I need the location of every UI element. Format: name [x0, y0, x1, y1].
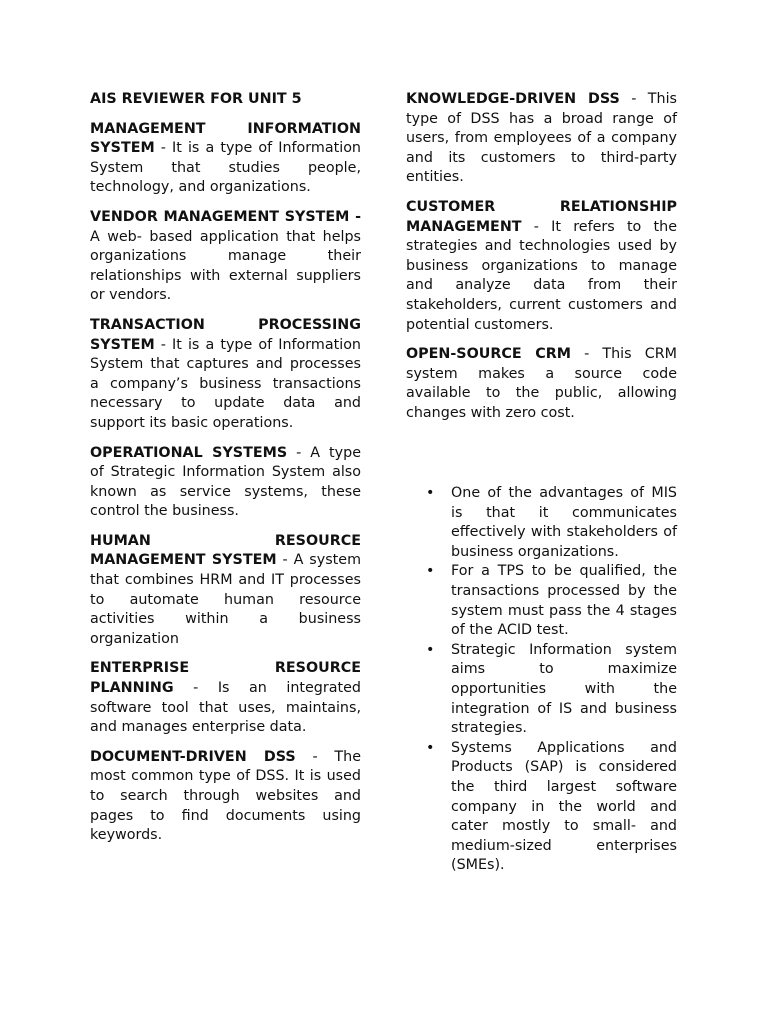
entry-open-source-crm [406, 345, 677, 423]
bullet-note [406, 562, 677, 640]
entry-term: ENTERPRISE RESOURCE PLANNING [90, 660, 361, 697]
entry-term: DOCUMENT-DRIVEN DSS [90, 748, 296, 765]
left-column [90, 90, 361, 856]
entry-definition: - It is a type of Information System that captures and processes a company’s business transactions necessary to update data and support its basic operations. [90, 336, 361, 431]
entry-definition: - A type of Strategic Information System also known as service systems, these control the business. [90, 444, 361, 520]
entry-term: TRANSACTION PROCESSING SYSTEM [90, 316, 361, 353]
bullet-icon: • [426, 739, 435, 756]
entry-management-information-system [90, 120, 361, 198]
bullet-note [406, 484, 677, 562]
entry-term: OPEN-SOURCE CRM [406, 346, 571, 363]
entry-human-resource-management-system [90, 532, 361, 650]
entry-operational-systems [90, 444, 361, 522]
entry-vendor-management-system [90, 208, 361, 306]
right-column [406, 90, 677, 434]
entry-enterprise-resource-planning [90, 659, 361, 737]
entry-term: OPERATIONAL SYSTEMS [90, 444, 288, 461]
bullet-note-text: One of the advantages of MIS is that it communicates effectively with stakeholders of business organizations. [451, 485, 677, 560]
bullet-note-text: Systems Applications and Products (SAP) is considered the third largest software company in the world and cater mostly to small- and medium-sized enterprises (SMEs). [451, 739, 677, 874]
entry-transaction-processing-system [90, 316, 361, 434]
entry-term: VENDOR MANAGEMENT SYSTEM - [90, 208, 361, 225]
entry-definition: - It refers to the strategies and technologies used by business organizations to manage and analyze data from their stakeholders, current customers and potential customers. [406, 218, 677, 333]
bullet-note [406, 641, 677, 739]
bullet-icon: • [426, 485, 435, 501]
entry-term: MANAGEMENT INFORMATION SYSTEM [90, 120, 361, 157]
bullet-note [406, 739, 677, 876]
document-title: AIS REVIEWER FOR UNIT 5 [90, 91, 302, 107]
bullet-notes-list [406, 484, 677, 876]
bullet-note-text: Strategic Information system aims to maximize opportunities with the integration of IS and business strategies. [451, 641, 677, 737]
entry-definition: A web- based application that helps organizations manage their relationships with external suppliers or vendors. [90, 228, 361, 304]
bullet-icon: • [426, 641, 435, 658]
entry-definition: - A system that combines HRM and IT processes to automate human resource activities within a business organization [90, 552, 361, 647]
bullet-icon: • [426, 563, 435, 580]
entry-definition: - This CRM system makes a source code available to the public, allowing changes with zero cost. [406, 346, 677, 421]
entry-definition: - It is a type of Information System that studies people, technology, and organizations. [90, 140, 361, 196]
entry-knowledge-driven-dss [406, 90, 677, 188]
entry-definition: - This type of DSS has a broad range of users, from employees of a company and its customers to third-party entities. [406, 91, 678, 186]
entry-definition: - Is an integrated software tool that uses, maintains, and manages enterprise data. [90, 680, 361, 736]
entry-term: CUSTOMER RELATIONSHIP MANAGEMENT [406, 198, 677, 235]
entry-term: HUMAN RESOURCE MANAGEMENT SYSTEM [90, 532, 361, 569]
bullet-note-text: For a TPS to be qualified, the transactions processed by the system must pass the 4 stages of the ACID test. [451, 563, 677, 639]
entry-definition: - The most common type of DSS. It is used to search through websites and pages to find documents using keywords. [90, 748, 361, 844]
entry-term: KNOWLEDGE-DRIVEN DSS [406, 91, 620, 107]
entry-document-driven-dss [90, 748, 361, 846]
entry-customer-relationship-management [406, 198, 677, 335]
